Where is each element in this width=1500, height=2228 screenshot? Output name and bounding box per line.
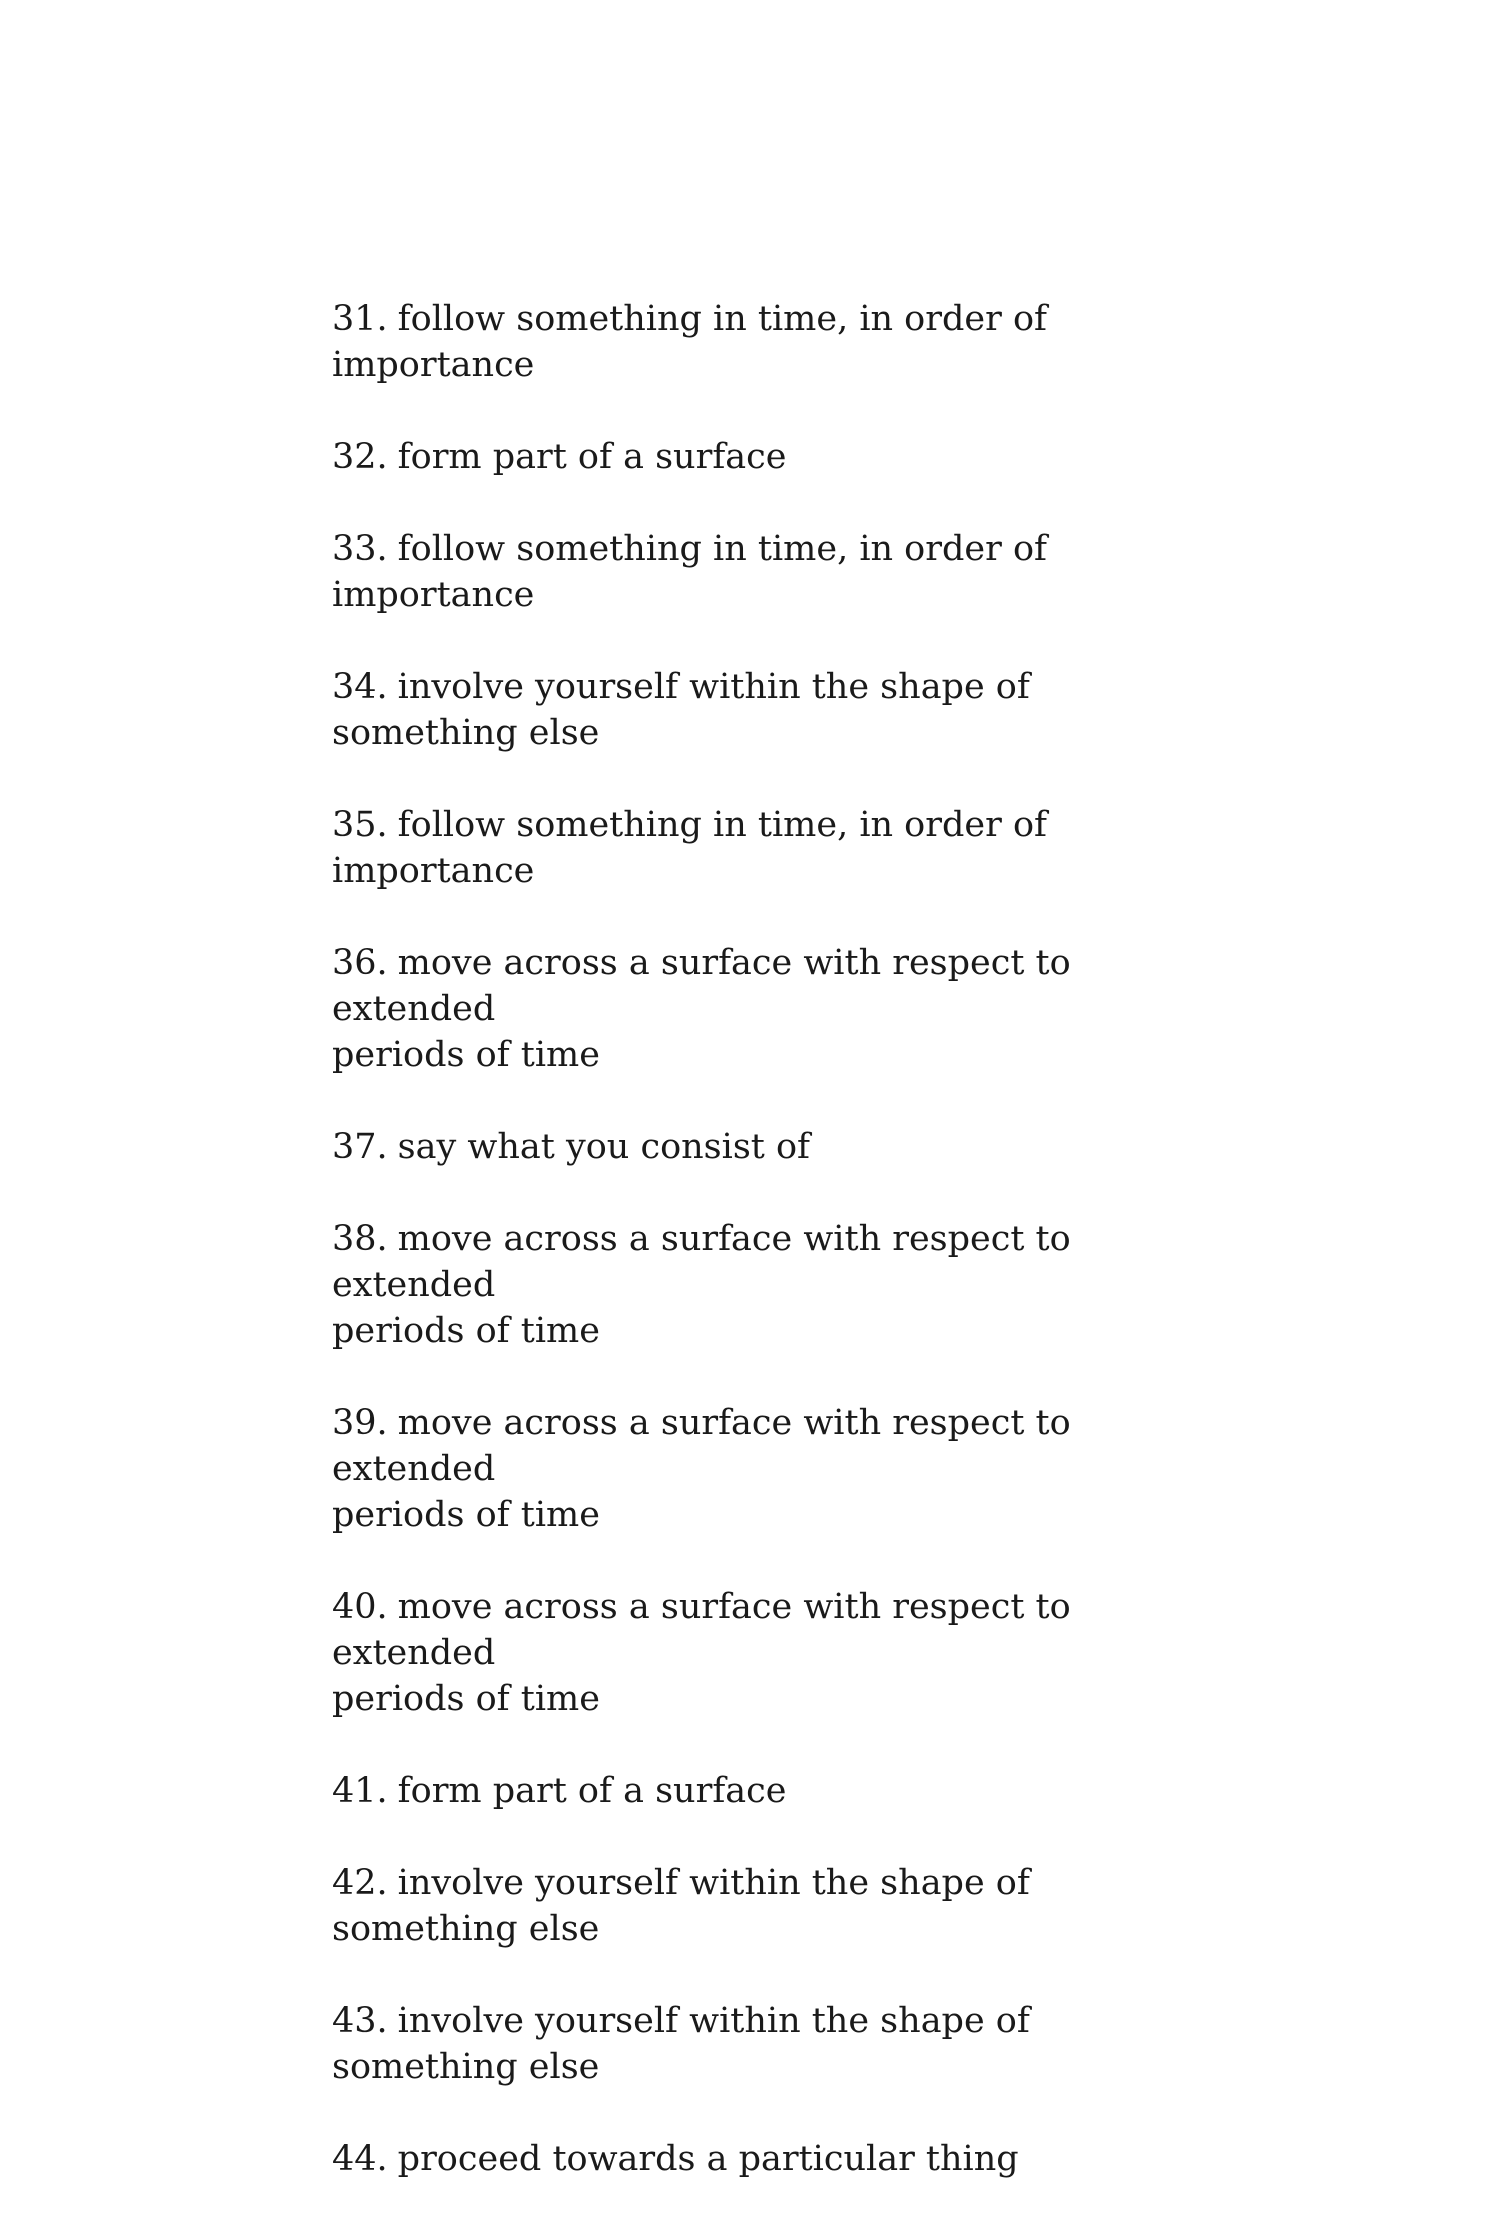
- item-text: move across a surface with respect to extended: [332, 943, 1071, 1029]
- list-item-33: [332, 526, 1192, 618]
- item-number: 33.: [332, 529, 388, 569]
- item-text: move across a surface with respect to extended: [332, 1219, 1071, 1305]
- list-item-39: [332, 1400, 1192, 1538]
- item-number: 40.: [332, 1587, 388, 1627]
- list-item-35: [332, 802, 1192, 894]
- item-text: involve yourself within the shape of something else: [332, 2001, 1030, 2087]
- list-item-37: [332, 1124, 1192, 1170]
- list-item-43: [332, 1998, 1192, 2090]
- item-text: follow something in time, in order of importance: [332, 529, 1047, 615]
- item-number: 31.: [332, 299, 388, 339]
- item-number: 43.: [332, 2001, 388, 2041]
- item-text-continuation: periods of time: [332, 1035, 600, 1075]
- list-item-34: [332, 664, 1192, 756]
- list-item-32: [332, 434, 1192, 480]
- item-text: move across a surface with respect to extended: [332, 1587, 1071, 1673]
- item-number: 32.: [332, 437, 388, 477]
- item-number: 37.: [332, 1127, 388, 1167]
- item-number: 41.: [332, 1771, 388, 1811]
- list-item-31: [332, 296, 1192, 388]
- item-text: form part of a surface: [397, 437, 787, 477]
- item-number: 42.: [332, 1863, 388, 1903]
- list-item-42: [332, 1860, 1192, 1952]
- list-item-41: [332, 1768, 1192, 1814]
- item-number: 44.: [332, 2139, 388, 2179]
- list-item-44: [332, 2136, 1192, 2182]
- item-text-continuation: periods of time: [332, 1495, 600, 1535]
- item-text: follow something in time, in order of importance: [332, 805, 1047, 891]
- item-text: involve yourself within the shape of something else: [332, 1863, 1030, 1949]
- instruction-list: [332, 296, 1192, 2228]
- item-text: involve yourself within the shape of something else: [332, 667, 1030, 753]
- list-item-36: [332, 940, 1192, 1078]
- item-number: 34.: [332, 667, 388, 707]
- item-number: 35.: [332, 805, 388, 845]
- list-item-40: [332, 1584, 1192, 1722]
- item-text: follow something in time, in order of importance: [332, 299, 1047, 385]
- item-text: proceed towards a particular thing: [397, 2139, 1019, 2179]
- item-text: form part of a surface: [397, 1771, 787, 1811]
- item-number: 38.: [332, 1219, 388, 1259]
- item-text: say what you consist of: [397, 1127, 811, 1167]
- list-item-38: [332, 1216, 1192, 1354]
- item-number: 36.: [332, 943, 388, 983]
- item-text-continuation: periods of time: [332, 1679, 600, 1719]
- item-text-continuation: periods of time: [332, 1311, 600, 1351]
- item-text: move across a surface with respect to extended: [332, 1403, 1071, 1489]
- item-number: 39.: [332, 1403, 388, 1443]
